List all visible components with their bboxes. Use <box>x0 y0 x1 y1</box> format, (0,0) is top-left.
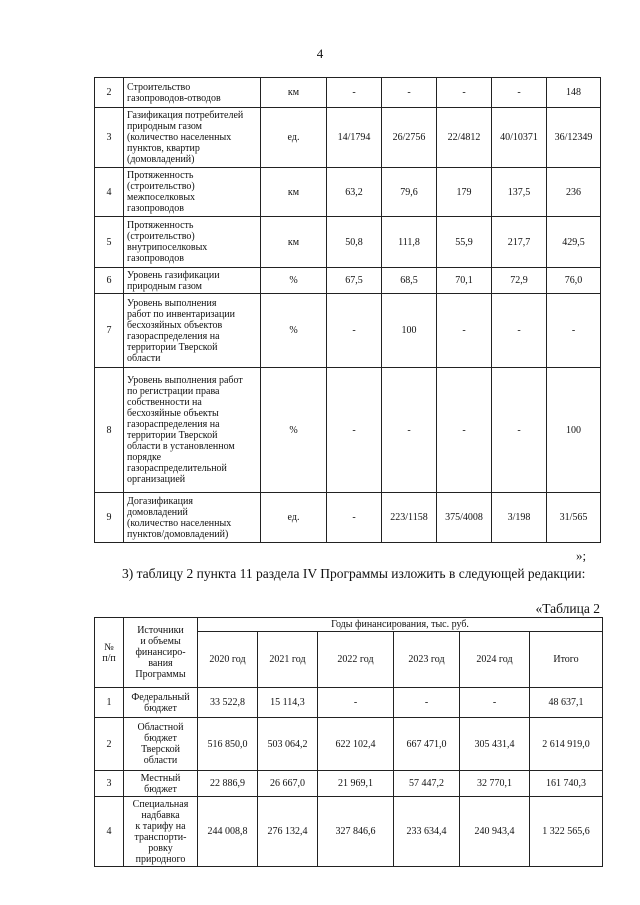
value-cell: 3/198 <box>492 493 547 543</box>
cell-line: Протяженность <box>127 220 194 231</box>
row-number: 3 <box>95 108 124 168</box>
value-cell: 72,9 <box>492 268 547 294</box>
value-cell: - <box>327 294 382 368</box>
row-number: 8 <box>95 368 124 493</box>
header-years-group: Годы финансирования, тыс. руб. <box>198 618 603 632</box>
value-cell: 179 <box>437 168 492 217</box>
cell-line: Программы <box>135 669 186 680</box>
cell-line: (количество населенных <box>127 517 232 529</box>
value-cell: - <box>460 688 530 718</box>
unit-cell: км <box>261 168 327 217</box>
value-cell: 68,5 <box>382 268 437 294</box>
value-cell: 236 <box>547 168 601 217</box>
value-cell: 375/4008 <box>437 493 492 543</box>
value-cell: 67,5 <box>327 268 382 294</box>
value-cell: 327 846,6 <box>318 797 394 867</box>
row-number: 2 <box>95 718 124 771</box>
unit-cell: км <box>261 78 327 108</box>
value-cell: - <box>394 688 460 718</box>
cell-line: Специальная <box>132 798 189 810</box>
value-cell: 223/1158 <box>382 493 437 543</box>
cell-line: по регистрации права <box>127 386 220 397</box>
cell-line: бюджет <box>144 783 177 795</box>
cell-line: бюджет <box>144 733 177 744</box>
year-header: 2020 год <box>198 632 258 688</box>
header-sources <box>124 618 198 688</box>
cell-line: природным газом <box>127 121 202 132</box>
indicators-table <box>94 77 601 543</box>
value-cell: 516 850,0 <box>198 718 258 771</box>
value-cell: 21 969,1 <box>318 771 394 797</box>
value-cell: - <box>492 294 547 368</box>
cell-line: Уровень выполнения <box>127 297 217 309</box>
indicator-name <box>124 108 261 168</box>
row-number: 1 <box>95 688 124 718</box>
financing-table <box>94 617 603 867</box>
value-cell: - <box>382 78 437 108</box>
cell-line: Протяженность <box>127 170 194 181</box>
amendment-paragraph: 3) таблицу 2 пункта 11 раздела IV Программы изложить в следующей редакции: <box>122 566 586 581</box>
value-cell: 2 614 919,0 <box>530 718 603 771</box>
value-cell: 161 740,3 <box>530 771 603 797</box>
value-cell: - <box>327 78 382 108</box>
value-cell: - <box>382 368 437 493</box>
value-cell: 63,2 <box>327 168 382 217</box>
indicator-name <box>124 368 261 493</box>
value-cell: 240 943,4 <box>460 797 530 867</box>
cell-line: газораспределения на <box>127 330 220 342</box>
cell-line: (количество населенных <box>127 132 232 143</box>
cell-line: газопроводов <box>127 253 184 264</box>
cell-line: (строительство) <box>127 181 195 192</box>
unit-cell: % <box>261 368 327 493</box>
indicator-name <box>124 493 261 543</box>
value-cell: 276 132,4 <box>258 797 318 867</box>
cell-line: Уровень выполнения работ <box>127 375 243 386</box>
cell-line: межпоселковых <box>127 192 196 203</box>
value-cell: 233 634,4 <box>394 797 460 867</box>
cell-line: надбавка <box>141 809 180 821</box>
row-number: 9 <box>95 493 124 543</box>
table-row <box>95 294 601 368</box>
value-cell: 137,5 <box>492 168 547 217</box>
table-row <box>95 268 601 294</box>
table-row <box>95 797 603 867</box>
row-number: 3 <box>95 771 124 797</box>
value-cell: - <box>492 368 547 493</box>
value-cell: 429,5 <box>547 217 601 268</box>
value-cell: 111,8 <box>382 217 437 268</box>
value-cell: 76,0 <box>547 268 601 294</box>
table-row <box>95 168 601 217</box>
table-row <box>95 493 601 543</box>
value-cell: - <box>327 368 382 493</box>
value-cell: - <box>437 78 492 108</box>
value-cell: 217,7 <box>492 217 547 268</box>
cell-line: порядке <box>127 452 162 463</box>
unit-cell: % <box>261 294 327 368</box>
value-cell: 50,8 <box>327 217 382 268</box>
year-header: 2023 год <box>394 632 460 688</box>
row-number: 7 <box>95 294 124 368</box>
source-name <box>124 771 198 797</box>
table-label: «Таблица 2 <box>535 601 600 616</box>
closing-quote: »; <box>576 548 587 563</box>
value-cell: 40/10371 <box>492 108 547 168</box>
row-number: 2 <box>95 78 124 108</box>
cell-line: ровку <box>148 842 173 854</box>
cell-line: (домовладений) <box>127 154 195 165</box>
unit-cell: ед. <box>261 108 327 168</box>
cell-line: Догазификация <box>127 495 193 507</box>
cell-line: области <box>127 352 161 364</box>
cell-line: бесхозяйные объекты <box>127 408 219 419</box>
value-cell: 36/12349 <box>547 108 601 168</box>
cell-line: Федеральный <box>131 691 190 703</box>
value-cell: 33 522,8 <box>198 688 258 718</box>
cell-line: Местный <box>140 772 181 784</box>
cell-line: к тарифу на <box>135 820 186 832</box>
cell-line: организацией <box>127 474 186 485</box>
cell-line: территории Тверской <box>127 341 218 353</box>
cell-line: Газификация потребителей <box>127 110 244 121</box>
source-name <box>124 718 198 771</box>
cell-line: территории Тверской <box>127 430 218 441</box>
cell-line: Областной <box>137 722 184 733</box>
indicator-name <box>124 294 261 368</box>
cell-line: собственности на <box>127 397 202 408</box>
value-cell: 667 471,0 <box>394 718 460 771</box>
cell-line: работ по инвентаризации <box>127 308 235 320</box>
value-cell: 70,1 <box>437 268 492 294</box>
value-cell: 305 431,4 <box>460 718 530 771</box>
value-cell: - <box>492 78 547 108</box>
cell-line: финансиро- <box>135 647 186 658</box>
table-row <box>95 771 603 797</box>
unit-cell: % <box>261 268 327 294</box>
table-row <box>95 78 601 108</box>
cell-line: бюджет <box>144 702 177 714</box>
year-header: 2024 год <box>460 632 530 688</box>
table-row <box>95 718 603 771</box>
value-cell: 100 <box>547 368 601 493</box>
source-name <box>124 688 198 718</box>
cell-line: Строительство <box>127 81 191 93</box>
value-cell: - <box>437 294 492 368</box>
indicator-name <box>124 217 261 268</box>
header-num <box>95 618 124 688</box>
row-number: 6 <box>95 268 124 294</box>
indicator-name <box>124 78 261 108</box>
value-cell: 244 008,8 <box>198 797 258 867</box>
value-cell: 622 102,4 <box>318 718 394 771</box>
value-cell: - <box>437 368 492 493</box>
value-cell: 100 <box>382 294 437 368</box>
year-header: 2022 год <box>318 632 394 688</box>
indicator-name <box>124 168 261 217</box>
value-cell: - <box>318 688 394 718</box>
cell-line: Уровень газификации <box>127 269 220 281</box>
unit-cell: км <box>261 217 327 268</box>
cell-line: газораспределительной <box>127 463 227 474</box>
cell-line: домовладений <box>127 506 188 518</box>
cell-line: газораспределения на <box>127 419 220 430</box>
cell-line: Источники <box>137 625 184 636</box>
cell-line: и объемы <box>140 636 181 647</box>
cell-line: газопроводов <box>127 203 184 214</box>
row-number: 5 <box>95 217 124 268</box>
value-cell: 22/4812 <box>437 108 492 168</box>
table-row <box>95 368 601 493</box>
cell-line: природным газом <box>127 280 202 292</box>
value-cell: 32 770,1 <box>460 771 530 797</box>
table-row <box>95 108 601 168</box>
cell-line: области <box>143 755 178 766</box>
cell-line: транспорти- <box>134 831 187 843</box>
cell-line: Тверской <box>141 744 180 755</box>
cell-line: пунктов/домовладений) <box>127 528 229 540</box>
page-number: 4 <box>316 46 324 61</box>
cell-line: газопроводов-отводов <box>127 92 221 104</box>
cell-line: пунктов, квартир <box>127 143 200 154</box>
cell-line: (строительство) <box>127 231 195 242</box>
indicator-name <box>124 268 261 294</box>
cell-line: бесхозяйных объектов <box>127 319 223 331</box>
value-cell: 14/1794 <box>327 108 382 168</box>
value-cell: 55,9 <box>437 217 492 268</box>
cell-line: области в установленном <box>127 441 235 452</box>
value-cell: 1 322 565,6 <box>530 797 603 867</box>
unit-cell: ед. <box>261 493 327 543</box>
year-header: Итого <box>530 632 603 688</box>
value-cell: - <box>327 493 382 543</box>
value-cell: 148 <box>547 78 601 108</box>
cell-line: № <box>104 641 114 653</box>
value-cell: 31/565 <box>547 493 601 543</box>
table-row <box>95 688 603 718</box>
value-cell: 48 637,1 <box>530 688 603 718</box>
value-cell: 503 064,2 <box>258 718 318 771</box>
row-number: 4 <box>95 797 124 867</box>
value-cell: 57 447,2 <box>394 771 460 797</box>
table-row <box>95 217 601 268</box>
value-cell: 26/2756 <box>382 108 437 168</box>
value-cell: - <box>547 294 601 368</box>
value-cell: 15 114,3 <box>258 688 318 718</box>
cell-line: природного <box>135 853 186 865</box>
row-number: 4 <box>95 168 124 217</box>
cell-line: внутрипоселковых <box>127 242 208 253</box>
source-name <box>124 797 198 867</box>
year-header: 2021 год <box>258 632 318 688</box>
value-cell: 22 886,9 <box>198 771 258 797</box>
cell-line: п/п <box>102 652 116 664</box>
value-cell: 79,6 <box>382 168 437 217</box>
cell-line: вания <box>148 658 173 669</box>
value-cell: 26 667,0 <box>258 771 318 797</box>
